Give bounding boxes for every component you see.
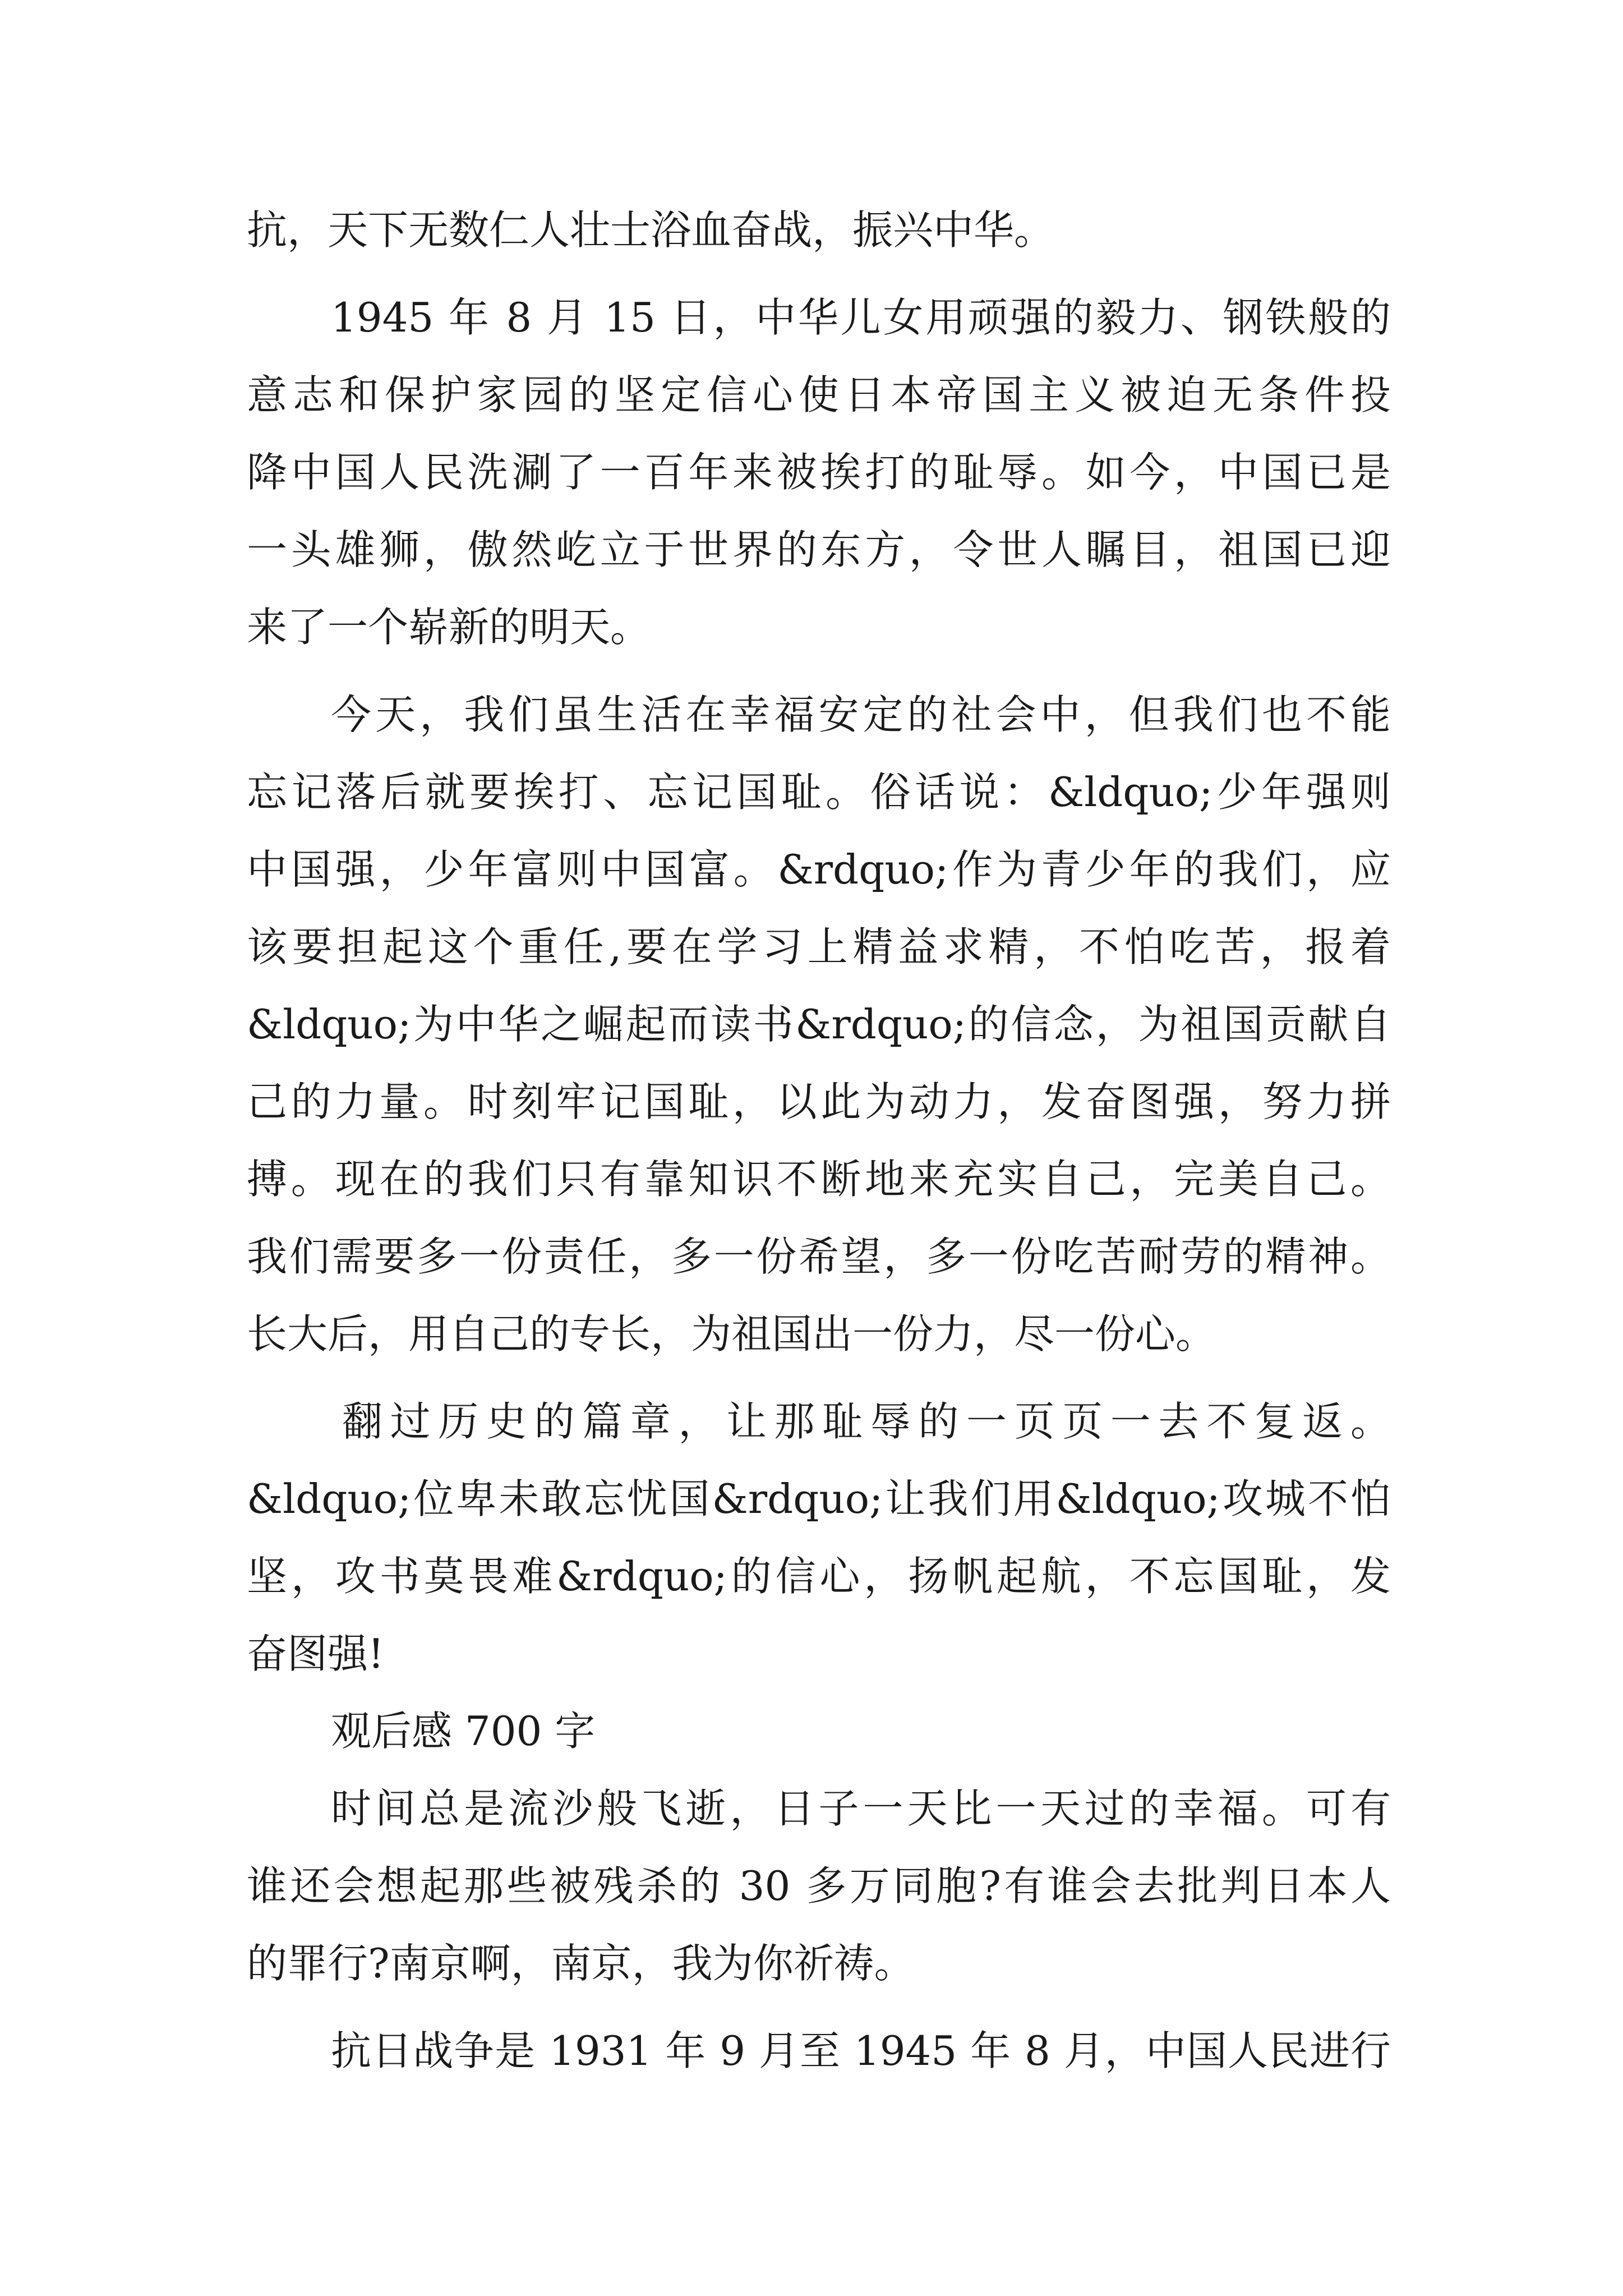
text-line: 的罪行?南京啊，南京，我为你祈祷。 [247,1940,915,1987]
text-line: 忘记落后就要挨打、忘记国耻。俗话说：&ldquo;少年强则 [247,769,1391,816]
text-line: &ldquo;为中华之崛起而读书&rdquo;的信念，为祖国贡献自 [247,1001,1391,1048]
text-line: 奋图强! [247,1630,384,1677]
paragraph-first-line: 抗日战争是 1931 年 9 月至 1945 年 8 月，中国人民进行 [331,2027,1391,2074]
text-line: 该要担起这个重任,要在学习上精益求精，不怕吃苦，报着 [247,923,1391,970]
text-line: 己的力量。时刻牢记国耻，以此为动力，发奋图强，努力拼 [247,1078,1391,1125]
paragraph-first-line: 今天，我们虽生活在幸福安定的社会中，但我们也不能 [331,691,1391,738]
text-line: &ldquo;位卑未敢忘忧国&rdquo;让我们用&ldquo;攻城不怕 [247,1475,1391,1522]
text-line: 谁还会想起那些被残杀的 30 多万同胞?有谁会去批判日本人 [247,1862,1391,1910]
text-line: 一头雄狮，傲然屹立于世界的东方，令世人瞩目，祖国已迎 [247,526,1391,573]
paragraph-first-line: 1945 年 8 月 15 日，中华儿女用顽强的毅力、钢铁般的 [331,294,1391,341]
text-line: 来了一个崭新的明天。 [247,604,651,651]
text-line: 我们需要多一份责任，多一份希望，多一份吃苦耐劳的精神。 [247,1233,1391,1280]
text-line: 长大后，用自己的专长，为祖国出一份力，尽一份心。 [247,1310,1216,1358]
text-line: 中国强，少年富则中国富。&rdquo;作为青少年的我们，应 [247,846,1391,893]
text-line: 抗，天下无数仁人壮士浴血奋战，振兴中华。 [247,206,1055,254]
text-line: 意志和保护家园的坚定信心使日本帝国主义被迫无条件投 [247,371,1391,418]
section-heading: 观后感 700 字 [331,1708,596,1755]
text-line: 搏。现在的我们只有靠知识不断地来充实自己，完美自己。 [247,1156,1391,1203]
paragraph-first-line: 时间总是流沙般飞逝，日子一天比一天过的幸福。可有 [331,1785,1391,1832]
paragraph-first-line: 翻过历史的篇章，让那耻辱的一页页一去不复返。 [342,1398,1391,1445]
text-line: 坚，攻书莫畏难&rdquo;的信心，扬帆起航，不忘国耻，发 [247,1553,1391,1600]
text-line: 降中国人民洗涮了一百年来被挨打的耻辱。如今，中国已是 [247,449,1391,496]
